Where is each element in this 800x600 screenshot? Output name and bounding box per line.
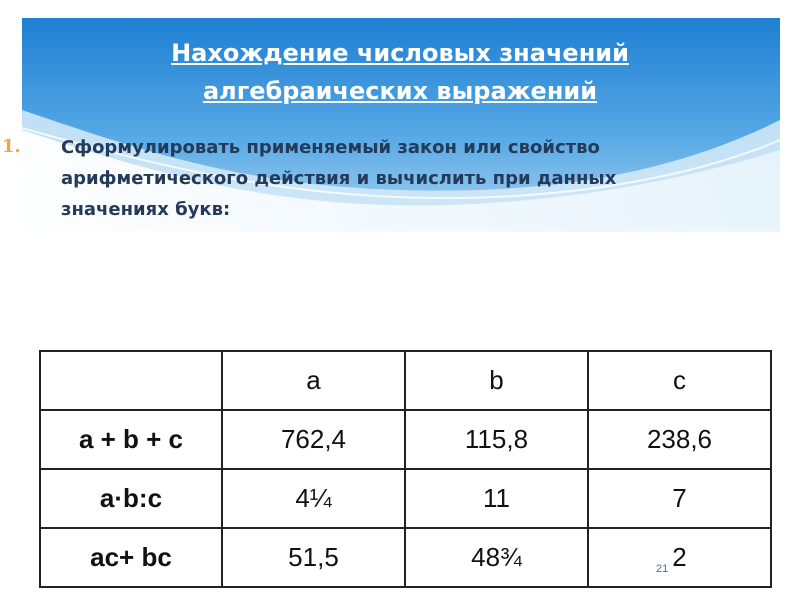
table-cell: 115,8 (405, 410, 588, 469)
table-row-label: a·b:c (40, 469, 222, 528)
table-header-cell: b (405, 351, 588, 410)
slide-title-line-2: алгебраических выражений (202, 77, 598, 105)
table-header-cell (40, 351, 222, 410)
table-cell: 762,4 (222, 410, 405, 469)
table-header-row (40, 351, 771, 410)
table-cell: 2 (588, 528, 771, 587)
table-cell: 51,5 (222, 528, 405, 587)
values-table (39, 350, 772, 588)
page-number: 21 (656, 563, 669, 575)
table-row-label: a + b + c (40, 410, 222, 469)
task-text-line-1: Сформулировать применяемый закон или свойство (61, 137, 600, 158)
table-cell: 4¼ (222, 469, 405, 528)
table-row (40, 528, 771, 587)
task-text-line-3: значениях букв: (61, 199, 231, 220)
task-text-line-2: арифметического действия и вычислить при данных (61, 168, 617, 189)
table-header-cell: a (222, 351, 405, 410)
task-number: 1. (2, 136, 21, 157)
table-cell: 11 (405, 469, 588, 528)
table-header-cell: c (588, 351, 771, 410)
slide-title (120, 34, 680, 110)
table-row-label: ac+ bc (40, 528, 222, 587)
task-text (61, 132, 701, 225)
table-cell: 238,6 (588, 410, 771, 469)
table-row (40, 410, 771, 469)
slide-title-line-1: Нахождение числовых значений (171, 39, 629, 67)
table-cell: 7 (588, 469, 771, 528)
table-cell: 48¾ (405, 528, 588, 587)
table-row (40, 469, 771, 528)
